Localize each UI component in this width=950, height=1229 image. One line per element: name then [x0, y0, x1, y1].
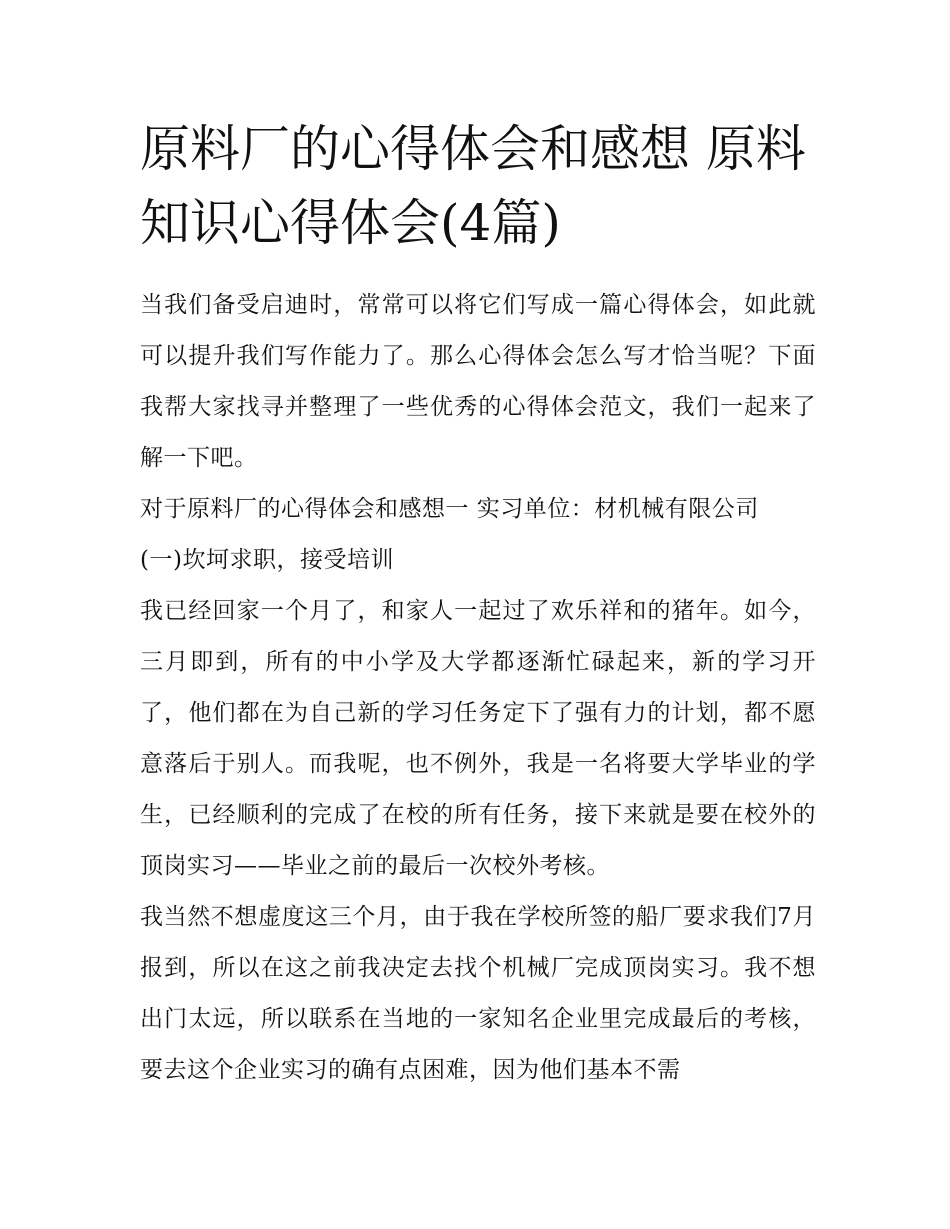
paragraph-subheading: (一)坎坷求职，接受培训 [140, 547, 394, 573]
paragraph-body-2: 我当然不想虚度这三个月，由于我在学校所签的船厂要求我们7月报到，所以在这之前我决定去找个机械厂完成顶岗实习。我不想出门太远，所以联系在当地的一家知名企业里完成最后的考核，要去这个企业实习的确有点困难，因为他们基本不需 [140, 904, 816, 1083]
document-body [140, 280, 816, 1096]
document-title: 原料厂的心得体会和感想 原料知识心得体会(4篇) [140, 120, 806, 252]
paragraph-body-1: 我已经回家一个月了，和家人一起过了欢乐祥和的猪年。如今，三月即到，所有的中小学及大学都逐渐忙碌起来，新的学习开了，他们都在为自己新的学习任务定下了强有力的计划，都不愿意落后于别人。而我呢，也不例外，我是一名将要大学毕业的学生，已经顺利的完成了在校的所有任务，接下来就是要在校外的顶岗实习——毕业之前的最后一次校外考核。 [140, 598, 816, 879]
paragraph-intro: 当我们备受启迪时，常常可以将它们写成一篇心得体会，如此就可以提升我们写作能力了。那么心得体会怎么写才恰当呢？下面我帮大家找寻并整理了一些优秀的心得体会范文，我们一起来了解一下吧。 [140, 292, 816, 471]
paragraph-section-heading: 对于原料厂的心得体会和感想一 实习单位：材机械有限公司 [140, 496, 759, 522]
